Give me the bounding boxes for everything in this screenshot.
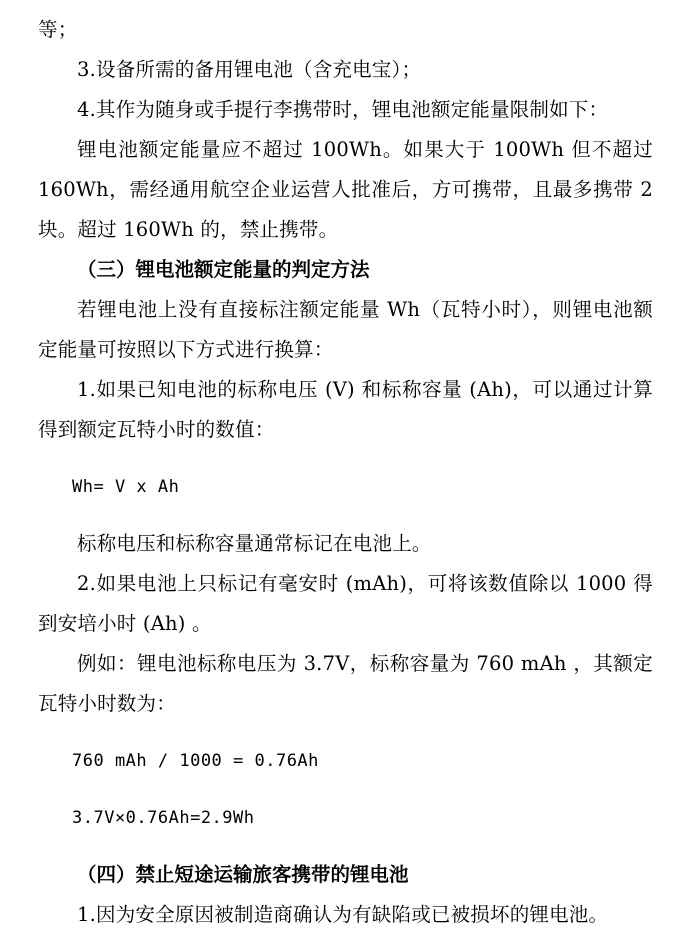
formula-mah-to-ah: 760 mAh / 1000 = 0.76Ah [72, 751, 319, 771]
paragraph-conversion-intro: 若锂电池上没有直接标注额定能量 Wh（瓦特小时），则锂电池额定能量可按照以下方式进行换算： [38, 298, 653, 361]
paragraph-markings-note: 标称电压和标称容量通常标记在电池上。 [77, 532, 432, 555]
formula-wh-equals-v-times-ah: Wh= V x Ah [72, 477, 180, 497]
list-item-4-carry-on-limit: 4.其作为随身或手提行李携带时，锂电池额定能量限制如下： [77, 98, 609, 121]
list-item-2-mah-conversion: 2.如果电池上只标记有毫安时 (mAh)，可将该数值除以 1000 得到安培小时 (Ah) 。 [38, 572, 653, 635]
paragraph-example-intro: 例如：锂电池标称电压为 3.7V，标称容量为 760 mAh ，其额定瓦特小时数为： [38, 652, 653, 715]
list-item-1-voltage-capacity: 1.如果已知电池的标称电压 (V) 和标称容量 (Ah)，可以通过计算得到额定瓦特小时的数值： [38, 378, 653, 441]
list-item-1-defective-battery: 1.因为安全原因被制造商确认为有缺陷或已被损坏的锂电池。 [77, 903, 609, 926]
section-heading-four: （四）禁止短途运输旅客携带的锂电池 [77, 863, 409, 886]
list-item-3-spare-battery: 3.设备所需的备用锂电池（含充电宝）； [77, 58, 422, 81]
section-heading-three: （三）锂电池额定能量的判定方法 [77, 258, 370, 281]
paragraph-continuation: 等； [38, 18, 78, 41]
formula-volts-times-ah: 3.7V×0.76Ah=2.9Wh [72, 808, 255, 828]
paragraph-watt-hour-limits: 锂电池额定能量应不超过 100Wh。如果大于 100Wh 但不超过 160Wh，需经通用航空企业运营人批准后，方可携带，且最多携带 2 块。超过 160Wh 的，禁止携带。 [38, 138, 660, 241]
